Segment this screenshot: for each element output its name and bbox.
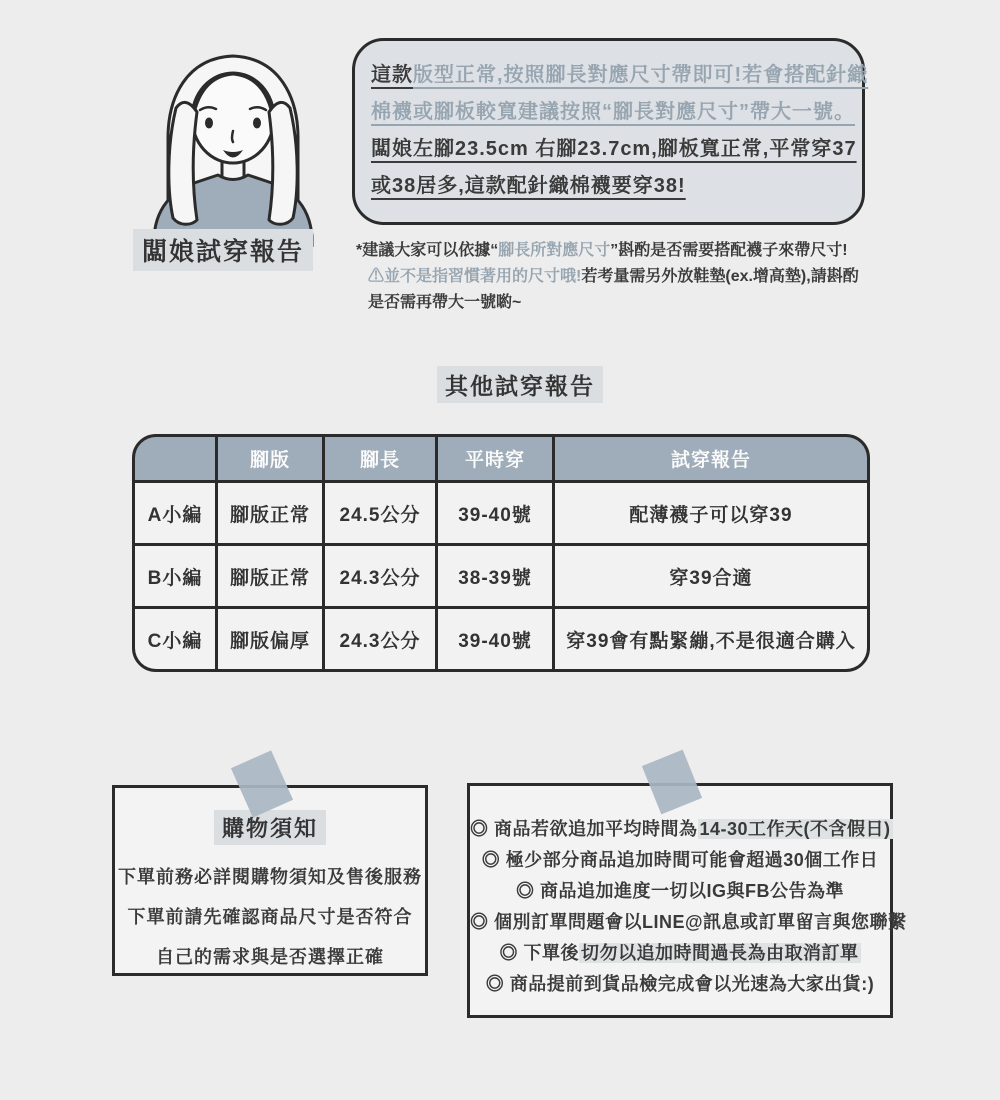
table-cell: 39-40號 [438,483,552,543]
shopping-notice-title: 購物須知 [214,810,326,845]
order-note-item [470,907,907,938]
header-cell-report: 試穿報告 [555,437,867,480]
order-note-item [470,845,890,876]
bubble-line-4: 或38居多,這款配針織棉襪要穿38! [371,175,686,197]
note-line-2-rest: 若考量需另外放鞋墊(ex.增高墊),請斟酌 [581,268,859,285]
note-line-1-prefix: *建議大家可以依據“ [356,242,499,259]
order-note-item [470,969,890,1000]
note-line-2 [368,264,896,290]
order-note-text: ◎ 商品提前到貨品檢完成會以光速為大家出貨:) [485,974,875,994]
header-cell-foot-width: 腳版 [218,437,322,480]
order-note-item [470,876,890,907]
bubble-line-1-gray: 版型正常,按照腳長對應尺寸帶即可!若會搭配針織 [413,64,869,86]
fitting-note [356,238,896,316]
order-note-text: ◎ 極少部分商品追加時間可能會超過30個工作日 [481,850,879,870]
table-cell: C小編 [135,609,215,669]
notice-line: 下單前務必詳閱購物須知及售後服務 [118,867,422,887]
bubble-line-1-bold: 這款 [371,64,413,86]
order-note-text: ◎ 商品追加進度一切以IG與FB公告為準 [516,881,844,901]
bubble-line-1 [371,57,869,94]
bubble-line-3: 闆娘左腳23.5cm 右腳23.7cm,腳板寬正常,平常穿37 [371,138,857,160]
order-note-highlight: 14-30工作天(不含假日) [699,819,891,839]
table-cell: 配薄襪子可以穿39 [555,483,867,543]
order-note-text: ◎ 個別訂單問題會以LINE@訊息或訂單留言與您聯繫 [470,912,907,932]
table-cell: 24.5公分 [325,483,435,543]
table-cell: 39-40號 [438,609,552,669]
note-line-1 [356,238,896,264]
order-note-item [470,938,890,969]
fitting-report-table [132,434,870,672]
warning-icon: ⚠ [368,268,385,285]
order-note-text: ◎ 商品若欲追加平均時間為 [470,819,698,839]
notice-line: 下單前請先確認商品尺寸是否符合 [127,907,413,927]
reporter-label: 闆娘試穿報告 [133,229,313,271]
bubble-line-2: 棉襪或腳板較寬建議按照“腳長對應尺寸”帶大一號。 [371,101,855,123]
table-cell: A小編 [135,483,215,543]
shopping-notice-box [112,785,428,976]
notice-line: 自己的需求與是否選擇正確 [156,947,384,967]
note-line-2-warning: 並不是指習慣著用的尺寸哦! [384,268,582,285]
table-cell: 腳版偏厚 [218,609,322,669]
table-cell: 穿39會有點緊繃,不是很適合購入 [555,609,867,669]
header-cell-foot-length: 腳長 [325,437,435,480]
table-cell: 腳版正常 [218,546,322,606]
table-cell: 38-39號 [438,546,552,606]
woman-avatar-icon [138,50,328,247]
table-cell: 腳版正常 [218,483,322,543]
table-cell: 24.3公分 [325,609,435,669]
shopping-notice-lines [115,857,425,977]
header-cell-usual-size: 平時穿 [438,437,552,480]
other-reports-heading: 其他試穿報告 [437,366,603,403]
order-notes-box [467,783,907,1018]
table-cell: B小編 [135,546,215,606]
table-cell: 24.3公分 [325,546,435,606]
note-line-1-suffix: ”斟酌是否需要搭配襪子來帶尺寸! [610,242,848,259]
order-note-highlight: 切勿以追加時間過長為由取消訂單 [581,943,859,963]
order-note-text: ◎ 下單後 [499,943,579,963]
table-cell: 穿39合適 [555,546,867,606]
note-line-3: 是否需再帶大一號喲~ [368,294,522,311]
header-cell-empty [135,437,215,480]
order-note-item [470,814,890,845]
note-line-1-highlighted-term: 腳長所對應尺寸 [498,242,611,259]
speech-bubble [352,38,869,225]
